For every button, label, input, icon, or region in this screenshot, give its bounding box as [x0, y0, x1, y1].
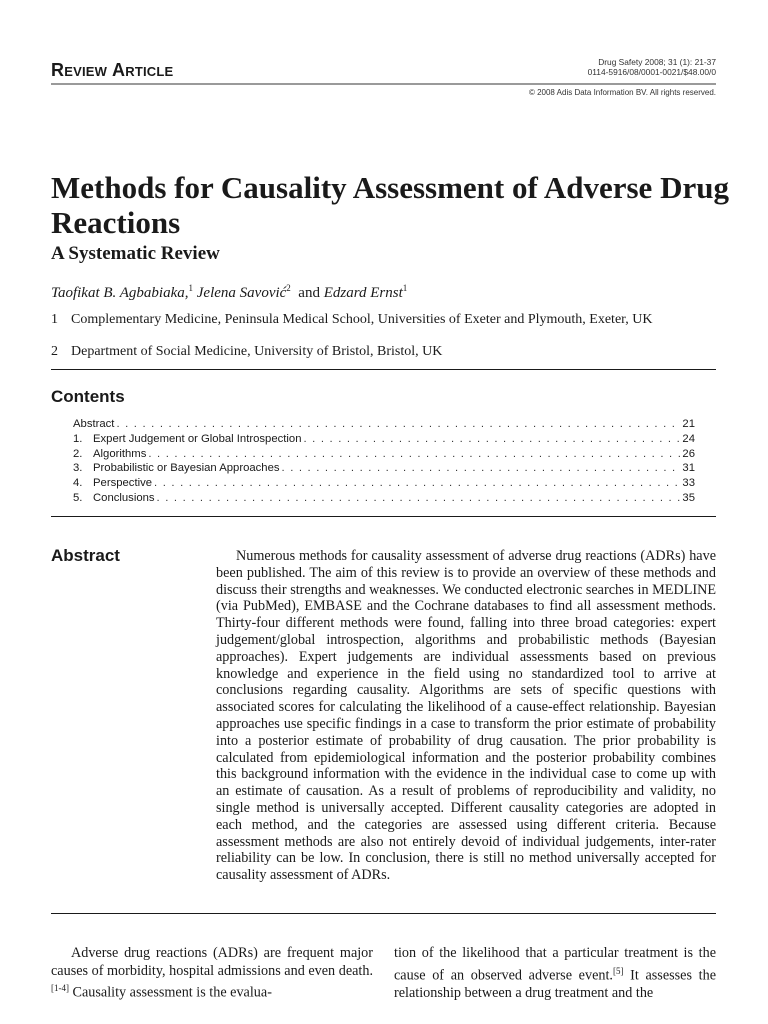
- journal-line-2: 0114-5916/08/0001-0021/$48.00/0: [587, 67, 716, 77]
- table-of-contents: [73, 417, 695, 506]
- toc-number: 4.: [73, 477, 83, 490]
- affiliation-number: 1: [51, 312, 58, 327]
- toc-label: Perspective: [93, 477, 153, 490]
- citation-reference[interactable]: [1-4]: [51, 983, 69, 993]
- toc-item-expert-judgement[interactable]: [73, 432, 695, 447]
- section-label: [51, 60, 173, 81]
- toc-label: Expert Judgement or Global Introspection: [93, 432, 302, 445]
- body-text: Causality assessment is the evalua-: [69, 984, 272, 1001]
- body-text: Adverse drug reactions (ADRs) are frequent major causes of morbidity, hospital admissions and even death.: [51, 945, 373, 979]
- body-column-right: [394, 945, 716, 1002]
- body-column-left: [51, 945, 373, 1002]
- section-rule: [51, 913, 716, 914]
- section-rule: [51, 516, 716, 517]
- toc-leader: [154, 476, 680, 491]
- author-name: Edzard Ernst: [323, 285, 403, 301]
- affiliation-item: [51, 311, 671, 328]
- toc-item-probabilistic[interactable]: [73, 461, 695, 476]
- author-joiner: and: [298, 285, 320, 301]
- section-label-initial-1: R: [51, 60, 65, 80]
- toc-page: 21: [682, 418, 695, 430]
- author-affiliation-mark: 2: [286, 283, 291, 293]
- section-label-rest-1: EVIEW: [64, 64, 108, 79]
- article-title: Methods for Causality Assessment of Adverse Drug Reactions: [51, 170, 729, 240]
- copyright-notice: © 2008 Adis Data Information BV. All rights reserved.: [528, 88, 716, 97]
- author-list: [51, 283, 407, 302]
- toc-leader: [116, 417, 680, 432]
- toc-number: 1.: [73, 432, 83, 445]
- toc-leader: [303, 432, 680, 447]
- toc-page: 31: [682, 462, 695, 475]
- journal-line-1: Drug Safety 2008; 31 (1): 21-37: [598, 57, 716, 67]
- toc-leader: [282, 461, 681, 476]
- toc-page: 35: [682, 491, 695, 504]
- toc-item-algorithms[interactable]: [73, 447, 695, 462]
- author-affiliation-mark: 1: [402, 283, 408, 293]
- section-label-initial-2: A: [112, 60, 126, 80]
- toc-label: Probabilistic or Bayesian Approaches: [93, 462, 280, 475]
- contents-heading: Contents: [51, 387, 125, 406]
- header-rule: [51, 83, 716, 85]
- journal-citation: [588, 57, 716, 77]
- section-label-rest-2: RTICLE: [125, 64, 174, 79]
- toc-number: 3.: [73, 462, 83, 475]
- toc-page: 26: [682, 447, 695, 460]
- author-name: Taofikat B. Agbabiaka,: [51, 285, 189, 301]
- article-subtitle: A Systematic Review: [51, 243, 220, 264]
- toc-label: Algorithms: [93, 447, 147, 460]
- toc-label: Conclusions: [93, 491, 155, 504]
- toc-leader: [157, 491, 681, 506]
- abstract-heading: Abstract: [51, 546, 120, 565]
- toc-leader: [148, 447, 680, 462]
- toc-number: 5.: [73, 491, 83, 504]
- toc-item-conclusions[interactable]: [73, 491, 695, 506]
- author-affiliation-mark: 1: [188, 283, 194, 293]
- abstract-text: Numerous methods for causality assessment of adverse drug reactions (ADRs) have been published. The aim of this review is to provide an overview of these methods and discuss their strengths and weaknesses. We conducted electronic searches in MEDLINE (via PubMed), EMBASE and the Cochrane databases to find all assessment methods. Thirty-four different methods were found, falling into three broad categories: expert judgement/global introspection, algorithms and probabilistic methods (Bayesian approaches). Expert judgements are individual assessments based on previous knowledge and experience in the field using no standardized tool to arrive at conclusions regarding causality. Algorithms are sets of specific questions with associated scores for calculating the likelihood of a cause-effect relationship. Bayesian approaches use specific findings in a case to transform the prior estimate of probability into a posterior estimate of probability of drug causation. The prior probability is calculated from epidemiological information and the posterior probability combines this background information with the evidence in the individual case to come up with an estimate of causation. As a result of problems of reproducibility and validity, no single method is universally accepted. Different causality categories are adopted in each method, and the categories are assessed using different criteria. Because assessment methods are also not entirely devoid of individual judgements, inter-rater reliability can be low. In conclusion, there is still no method universally accepted for causality assessment of ADRs.: [216, 548, 716, 884]
- body-text: tion of the likelihood that a particular treatment is the cause of an observed adverse event.: [394, 945, 716, 984]
- affiliation-number: 2: [51, 344, 58, 359]
- affiliation-item: [51, 343, 671, 360]
- toc-label: Abstract: [73, 418, 115, 430]
- author-name: Jelena Savović: [196, 285, 287, 301]
- toc-page: 33: [682, 477, 695, 490]
- toc-item-abstract[interactable]: [73, 417, 695, 432]
- body-text: It assesses the relationship between a drug treatment and the: [394, 967, 717, 1001]
- citation-reference[interactable]: [5]: [612, 965, 624, 976]
- section-rule: [51, 369, 716, 370]
- affiliation-text: Department of Social Medicine, University of Bristol, Bristol, UK: [71, 344, 443, 359]
- affiliation-text: Complementary Medicine, Peninsula Medical School, Universities of Exeter and Plymouth, Exeter, UK: [71, 312, 653, 327]
- toc-page: 24: [682, 432, 695, 445]
- toc-item-perspective[interactable]: [73, 476, 695, 491]
- toc-number: 2.: [73, 447, 83, 460]
